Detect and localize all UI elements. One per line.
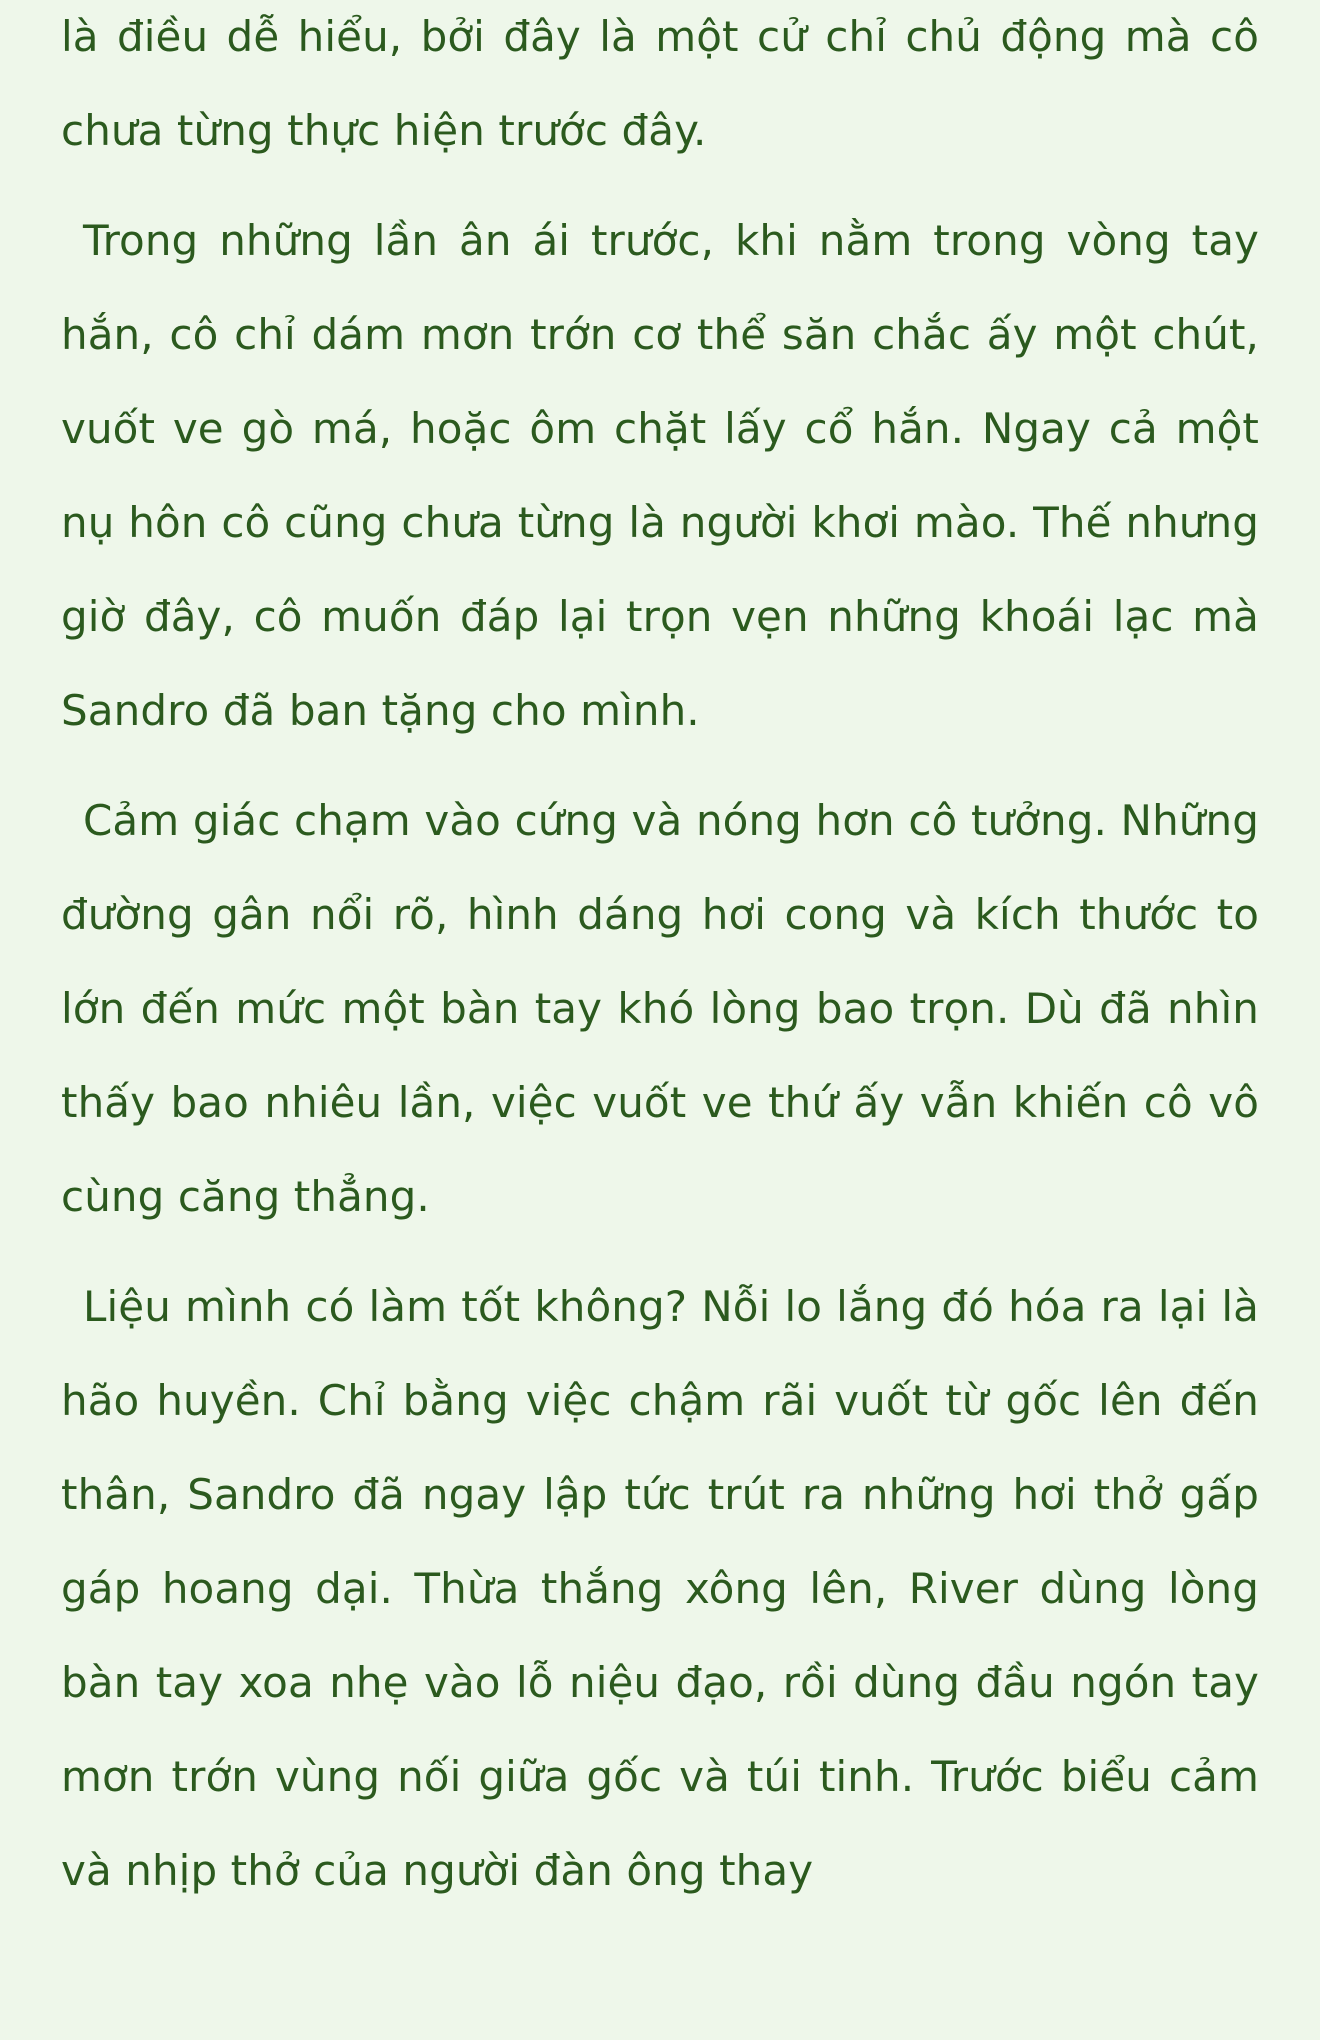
paragraph: Liệu mình có làm tốt không? Nỗi lo lắng đó hóa ra lại là hão huyền. Chỉ bằng việc chậm rãi vuốt từ gốc lên đến thân, Sandro đã ngay lập tức trút ra những hơi thở gấp gáp hoang dại. Thừa thắng xông lên, River dùng lòng bàn tay xoa nhẹ vào lỗ niệu đạo, rồi dùng đầu ngón tay mơn trớn vùng nối giữa gốc và túi tinh. Trước biểu cảm và nhịp thở của người đàn ông thay — [61, 1282, 1259, 1895]
paragraph-continuation: là điều dễ hiểu, bởi đây là một cử chỉ chủ động mà cô chưa từng thực hiện trước đây. — [61, 12, 1259, 155]
reader-page — [61, 0, 1259, 2040]
paragraph: Cảm giác chạm vào cứng và nóng hơn cô tưởng. Những đường gân nổi rõ, hình dáng hơi cong và kích thước to lớn đến mức một bàn tay khó lòng bao trọn. Dù đã nhìn thấy bao nhiêu lần, việc vuốt ve thứ ấy vẫn khiến cô vô cùng căng thẳng. — [61, 796, 1259, 1221]
paragraph: Trong những lần ân ái trước, khi nằm trong vòng tay hắn, cô chỉ dám mơn trớn cơ thể săn chắc ấy một chút, vuốt ve gò má, hoặc ôm chặt lấy cổ hắn. Ngay cả một nụ hôn cô cũng chưa từng là người khơi mào. Thế nhưng giờ đây, cô muốn đáp lại trọn vẹn những khoái lạc mà Sandro đã ban tặng cho mình. — [61, 216, 1259, 735]
